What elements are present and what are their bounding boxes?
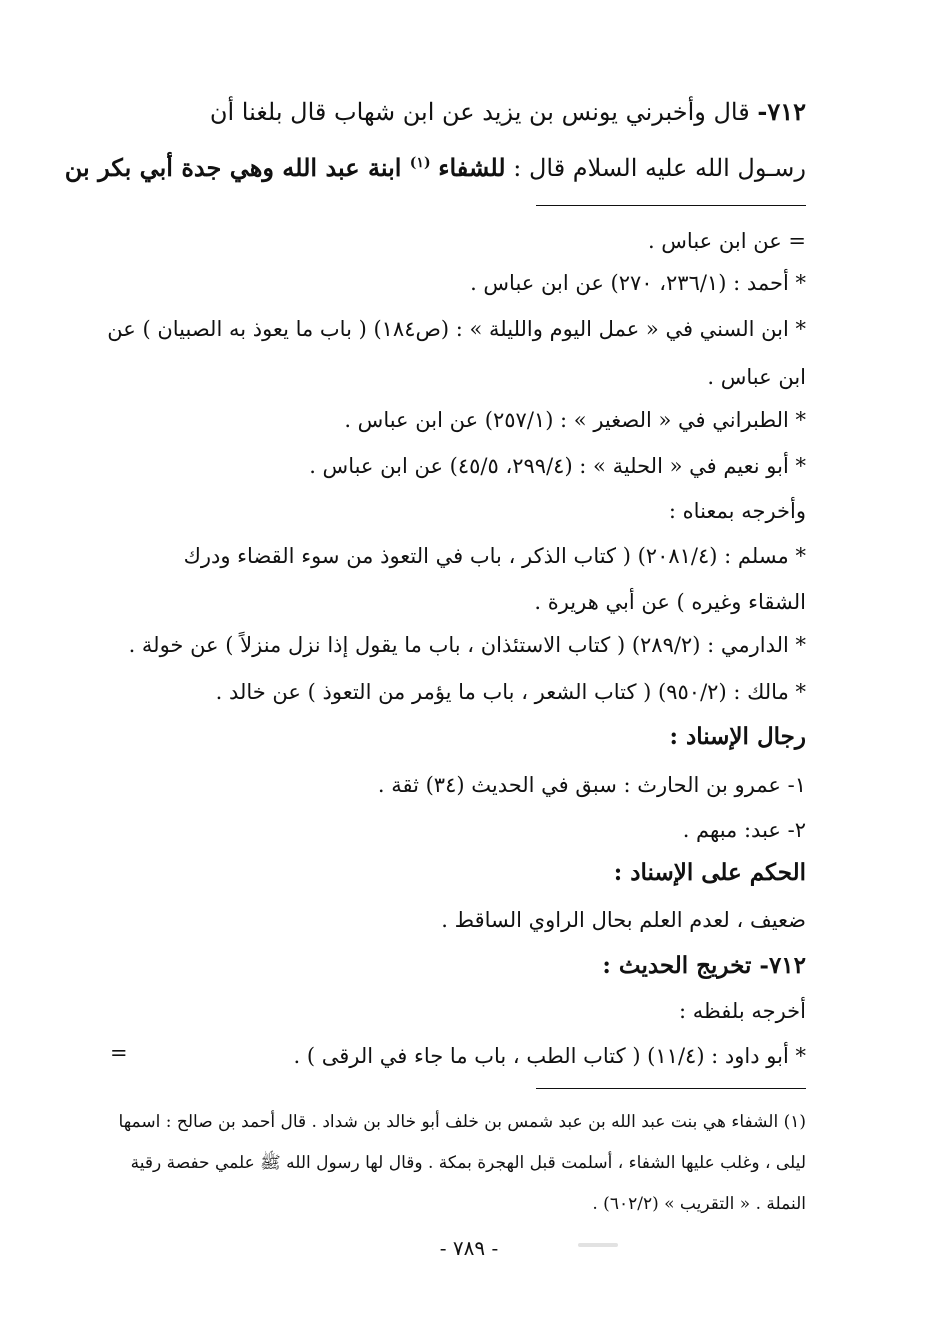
note-line-9: الشقاء وغيره ) عن أبي هريرة .: [534, 590, 806, 614]
takhrij-line-1: أخرجه بلفظه :: [679, 999, 806, 1023]
note-line-1: = عن ابن عباس .: [647, 229, 806, 253]
hadith-text-2: رسـول الله عليه السلام قال :: [505, 154, 806, 182]
hadith-line-2: [64, 148, 806, 183]
rijal-item-2: ٢- عبد: مبهم .: [682, 818, 806, 842]
page-number: - ٧٨٩ -: [439, 1236, 499, 1260]
hadith-text-1: قال وأخبرني يونس بن يزيد عن ابن شهاب قال بلغنا أن: [209, 98, 750, 126]
note-line-10: * الدارمي : (٢٨٩/٢) ( كتاب الاستئذان ، باب ما يقول إذا نزل منزلاً ) عن خولة .: [128, 633, 806, 657]
footnote-line-3: النملة . « التقريب » (٦٠٢/٢) .: [592, 1194, 806, 1214]
note-line-7: وأخرجه بمعناه :: [668, 499, 806, 523]
hadith-number: ٧١٢-: [757, 97, 806, 126]
note-line-11: * مالك : (٩٥٠/٢) ( كتاب الشعر ، باب ما يؤمر من التعوذ ) عن خالد .: [215, 680, 806, 704]
footnote-line-2: ليلى ، وغلب عليها الشفاء ، أسلمت قبل الهجرة بمكة . وقال لها رسول الله ﷺ علمي حفصة رقية: [130, 1153, 806, 1173]
hukm-text: ضعيف ، لعدم العلم بحال الراوي الساقط .: [441, 908, 806, 932]
footnote-line-1: (١) الشفاء هي بنت عبد الله بن عبد شمس بن خلف أبو خالد بن شداد . قال أحمد بن صالح : اسمها: [118, 1112, 806, 1132]
note-line-4: ابن عباس .: [707, 365, 806, 389]
note-line-5: * الطبراني في « الصغير » : (٢٥٧/١) عن ابن عباس .: [344, 408, 806, 432]
note-line-2: * أحمد : (٢٣٦/١، ٢٧٠) عن ابن عباس .: [470, 271, 806, 295]
note-line-8: * مسلم : (٢٠٨١/٤) ( كتاب الذكر ، باب في التعوذ من سوء القضاء ودرك: [183, 544, 806, 568]
scan-smudge: [578, 1243, 618, 1247]
rijal-item-1: ١- عمرو بن الحارث : سبق في الحديث (٣٤) ثقة .: [377, 773, 806, 797]
note-line-3: * ابن السني في « عمل اليوم والليلة » : (ص١٨٤) ( باب ما يعوذ به الصبيان ) عن: [107, 317, 806, 341]
takhrij-heading: ٧١٢- تخريج الحديث :: [602, 952, 806, 979]
continuation-mark: =: [110, 1041, 128, 1065]
rijal-heading: رجال الإسناد :: [669, 723, 806, 750]
separator-footnote: [536, 1088, 806, 1089]
hadith-line-1: [130, 97, 806, 127]
hadith-bold-b: ابنة عبد الله وهي جدة أبي بكر بن: [64, 153, 410, 182]
separator-top: [536, 205, 806, 206]
takhrij-line-2: * أبو داود : (١١/٤) ( كتاب الطب ، باب ما جاء في الرقى ) .: [293, 1044, 806, 1068]
footnote-ref: (١): [409, 155, 431, 171]
hukm-heading: الحكم على الإسناد :: [613, 859, 806, 886]
note-line-6: * أبو نعيم في « الحلية » : (٢٩٩/٤، ٤٥/٥) عن ابن عباس .: [309, 454, 806, 478]
hadith-bold-a: للشفاء: [438, 153, 506, 182]
